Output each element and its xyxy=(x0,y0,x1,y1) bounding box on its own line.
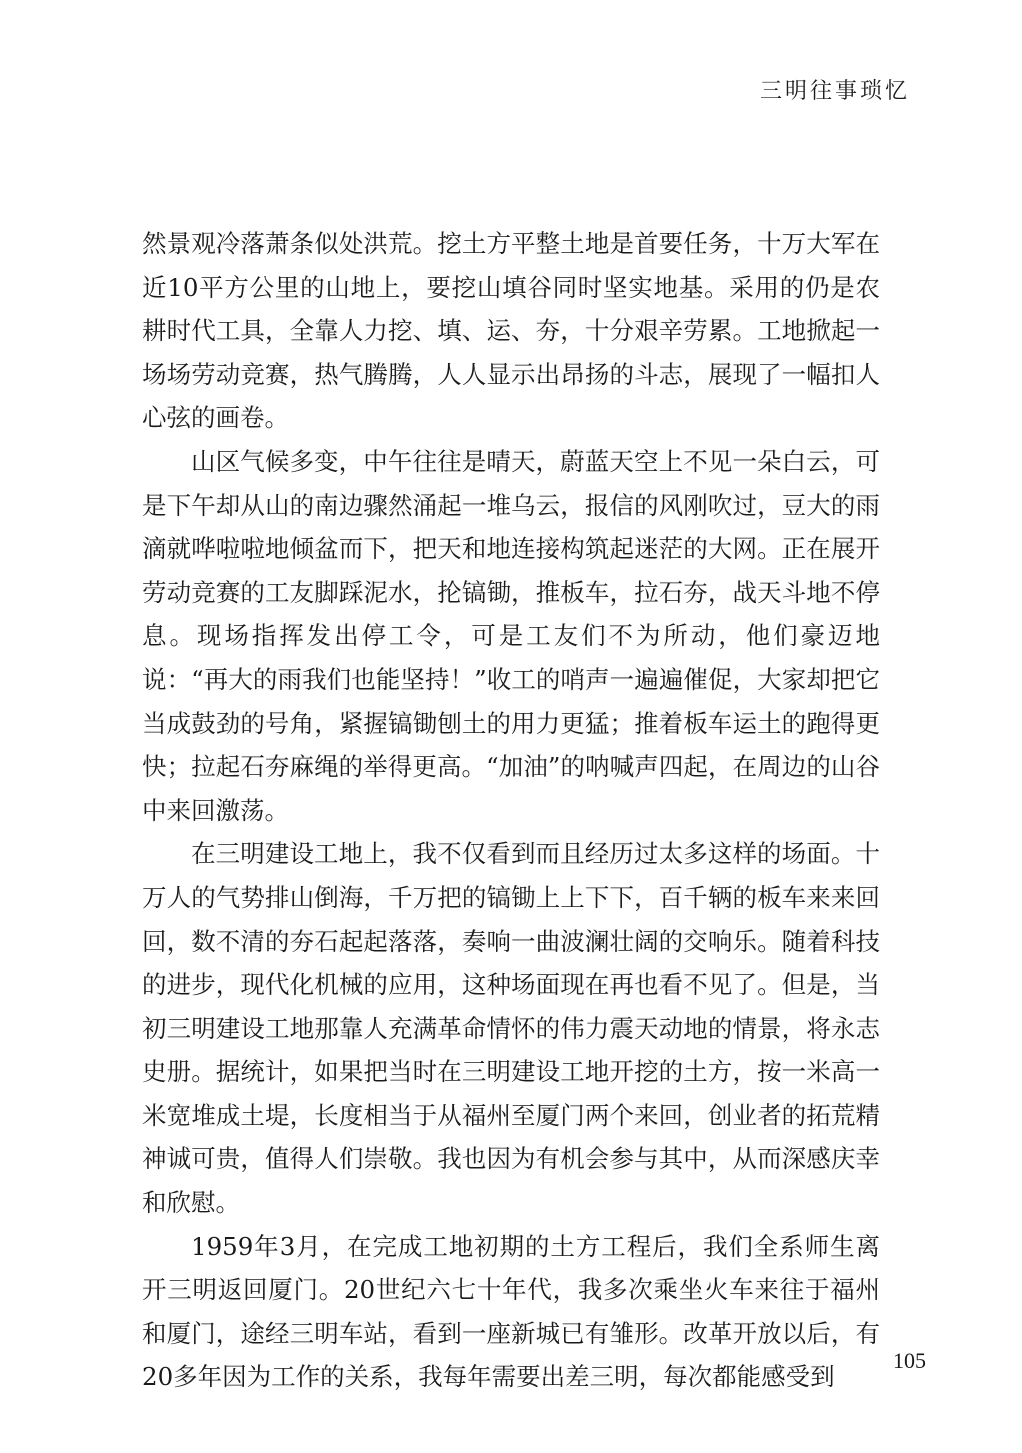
paragraph-1: 然景观冷落萧条似处洪荒。挖土方平整土地是首要任务，十万大军在近10平方公里的山地上，要挖山填谷同时坚实地基。采用的仍是农耕时代工具，全靠人力挖、填、运、夯，十分艰辛劳累。工地掀起一场场劳动竞赛，热气腾腾，人人显示出昂扬的斗志，展现了一幅扣人心弦的画卷。 xyxy=(142,229,880,433)
paragraph-4: 1959年3月，在完成工地初期的土方工程后，我们全系师生离开三明返回厦门。20世纪六七十年代，我多次乘坐火车来往于福州和厦门，途经三明车站，看到一座新城已有雏形。改革开放以后，有20多年因为工作的关系，我每年需要出差三明，每次都能感受到 xyxy=(142,1231,880,1392)
paragraph-3: 在三明建设工地上，我不仅看到而且经历过太多这样的场面。十万人的气势排山倒海，千万把的镐锄上上下下，百千辆的板车来来回回，数不清的夯石起起落落，奏响一曲波澜壮阔的交响乐。随着科技的进步，现代化机械的应用，这种场面现在再也看不见了。但是，当初三明建设工地那靠人充满革命情怀的伟力震天动地的情景，将永志史册。据统计，如果把当时在三明建设工地开挖的土方，按一米高一米宽堆成土堤，长度相当于从福州至厦门两个来回，创业者的拓荒精神诚可贵，值得人们崇敬。我也因为有机会参与其中，从而深感庆幸和欣慰。 xyxy=(142,839,880,1218)
running-head-title: 三明往事琐忆 xyxy=(759,79,910,104)
body-text xyxy=(142,222,880,1399)
paragraph-2: 山区气候多变，中午往往是晴天，蔚蓝天空上不见一朵白云，可是下午却从山的南边骤然涌起一堆乌云，报信的风刚吹过，豆大的雨滴就哗啦啦地倾盆而下，把天和地连接构筑起迷茫的大网。正在展开劳动竞赛的工友脚踩泥水，抡镐锄，推板车，拉石夯，战天斗地不停息。现场指挥发出停工令，可是工友们不为所动，他们豪迈地说：“再大的雨我们也能坚持！”收工的哨声一遍遍催促，大家却把它当成鼓劲的号角，紧握镐锄刨土的用力更猛；推着板车运土的跑得更快；拉起石夯麻绳的举得更高。“加油”的呐喊声四起，在周边的山谷中来回激荡。 xyxy=(142,446,880,825)
page-number: 105 xyxy=(893,1348,926,1373)
